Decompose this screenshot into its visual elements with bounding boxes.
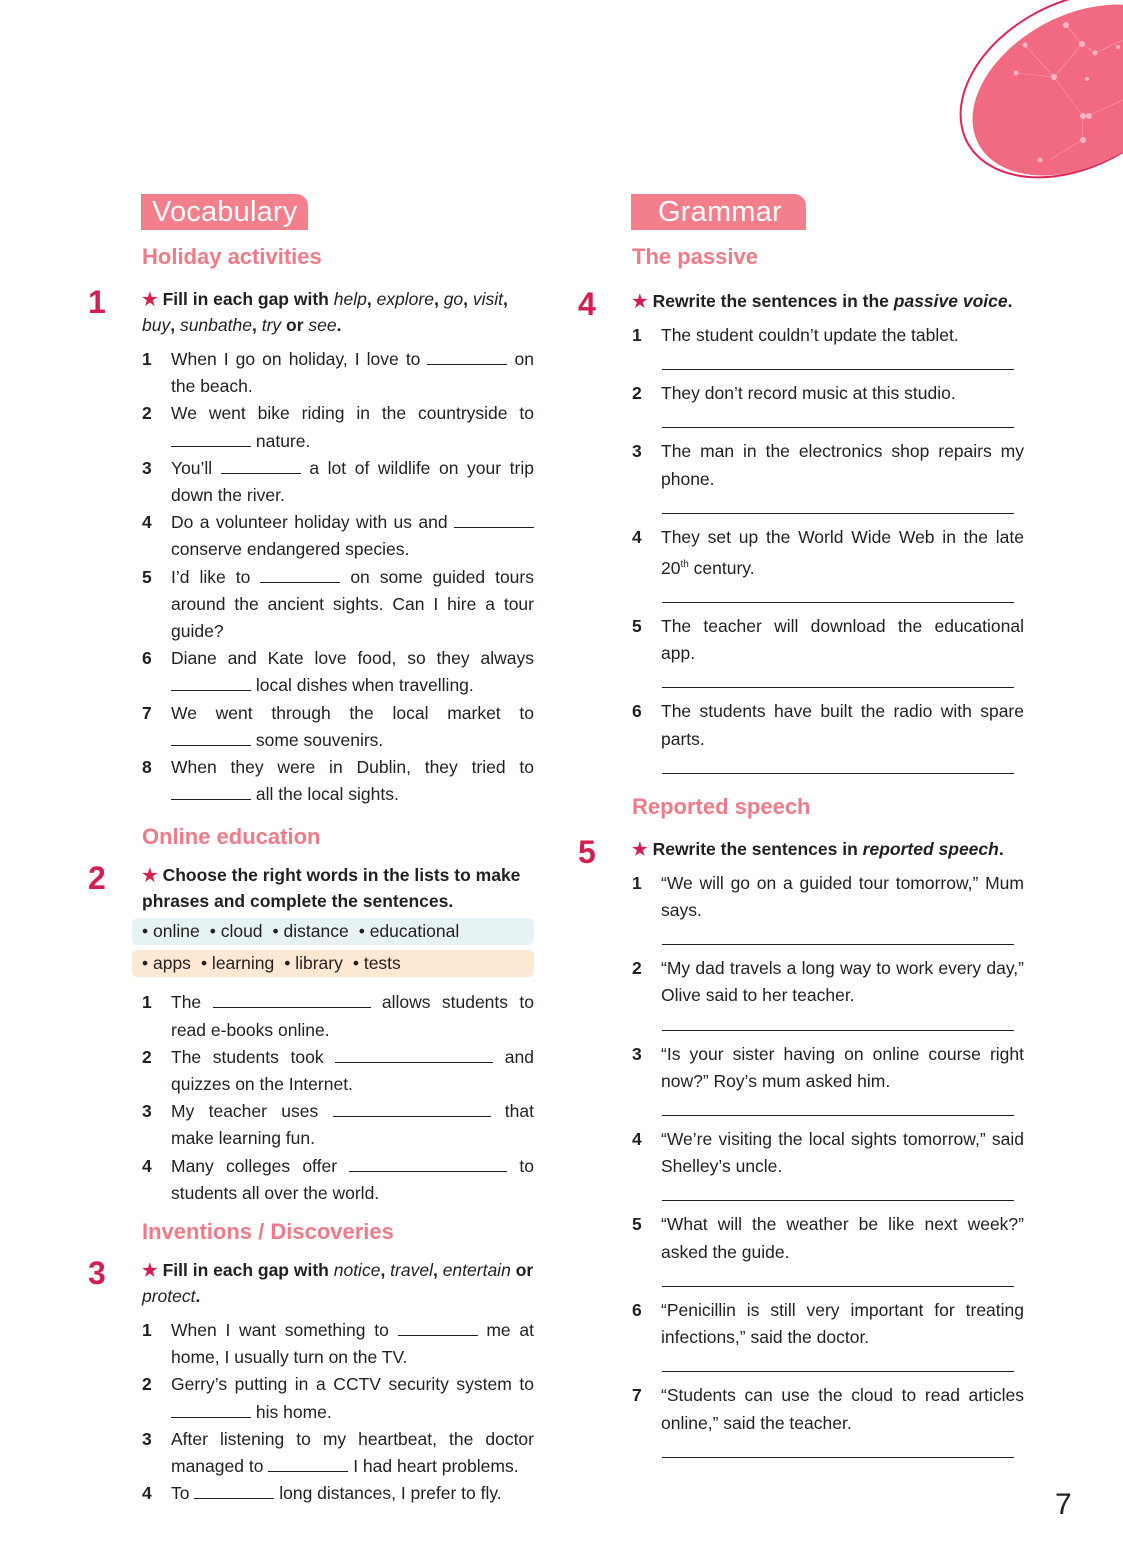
list-item: 4 They set up the World Wide Web in the late 20th century. [632,526,1024,578]
exercise-2 [82,862,534,1207]
star-icon: ★ [142,289,158,309]
exercise-instruction: ★ Fill in each gap with help, explore, go, visit, buy, sunbathe, try or see. [142,289,508,335]
gap-blank[interactable] [171,1403,251,1418]
gap-blank[interactable] [171,676,251,691]
reported-speech-heading: Reported speech [632,793,811,819]
list-item: 3 You’ll a lot of wildlife on your trip down the river. [142,457,534,506]
exercise-3 [82,1257,534,1507]
list-item: 3 The man in the electronics shop repairs my phone. [632,441,1024,489]
gap-blank[interactable] [454,513,534,528]
exercise-number: 3 [88,1255,106,1292]
gap-blank[interactable] [194,1484,274,1499]
list-item: 3 “Is your sister having on online course right now?” Roy’s mum asked him. [632,1043,1024,1091]
vocabulary-column [82,194,534,1508]
answer-line[interactable] [662,924,1014,945]
list-item: 1 When I go on holiday, I love to on the beach. [142,349,534,397]
exercise-4 [572,288,1024,774]
gap-blank[interactable] [213,993,371,1008]
exercise-1 [82,286,534,808]
gap-blank[interactable] [268,1457,348,1472]
list-item: 1 The student couldn’t update the tablet. [632,325,959,345]
answer-line[interactable] [662,1095,1014,1116]
gap-blank[interactable] [349,1157,507,1172]
list-item: 2 The students took and quizzes on the Internet. [142,1046,534,1095]
answer-line[interactable] [662,407,1014,428]
star-icon: ★ [632,838,648,859]
list-item: 6 The students have built the radio with spare parts. [632,701,1024,749]
vocabulary-tab-heading: Vocabulary [141,194,308,230]
exercise-instruction: ★ Fill in each gap with notice, travel, entertain or protect. [142,1260,534,1307]
list-item: 2 They don’t record music at this studio. [632,383,956,404]
gap-blank[interactable] [333,1102,491,1117]
list-item: 1 “We will go on a guided tour tomorrow,” Mum says. [632,872,1024,921]
gap-blank[interactable] [221,459,301,474]
answer-line[interactable] [662,1180,1014,1201]
exercise-number: 4 [578,286,596,322]
list-item: 5 “What will the weather be like next week?” asked the guide. [632,1214,1024,1262]
answer-line[interactable] [662,1351,1014,1372]
gap-blank[interactable] [398,1321,478,1336]
list-item: 5 The teacher will download the educational app. [632,616,1024,664]
exercise-items [632,322,1024,774]
star-icon: ★ [142,865,158,886]
list-item: 4 Do a volunteer holiday with us and conserve endangered species. [142,509,534,563]
word-list-nouns: • apps • learning • library • tests [132,950,534,977]
exercise-instruction: ★ Choose the right words in the lists to make phrases and complete the sentences. [142,865,521,912]
exercise-5 [572,833,1024,1458]
page-number: 7 [1055,1488,1072,1521]
gap-blank[interactable] [171,432,251,447]
decorative-ellipse-graphic [0,0,1123,200]
exercise-items [142,1317,534,1507]
answer-line[interactable] [662,1266,1014,1287]
exercise-instruction: ★ Rewrite the sentences in the passive voice. [632,291,1013,311]
grammar-column [572,194,1024,1468]
answer-line[interactable] [662,753,1014,774]
gap-blank[interactable] [171,785,251,800]
answer-line[interactable] [662,667,1014,688]
list-item: 4 Many colleges offer to students all over the world. [142,1155,534,1203]
exercise-items [142,346,534,808]
list-item: 4 To long distances, I prefer to fly. [142,1483,502,1504]
list-item: 3 My teacher uses that make learning fun. [142,1101,534,1149]
answer-line[interactable] [662,1010,1014,1031]
word-list-adjectives: • online • cloud • distance • educational [132,918,534,945]
exercise-number: 1 [88,284,106,320]
exercise-items [142,989,534,1207]
list-item: 2 We went bike riding in the countryside to nature. [142,403,534,451]
star-icon: ★ [142,1260,158,1281]
passive-heading: The passive [632,244,758,269]
star-icon: ★ [632,291,648,311]
answer-line[interactable] [662,493,1014,514]
exercise-instruction: ★ Rewrite the sentences in reported speech. [632,838,1004,859]
online-education-heading: Online education [142,824,321,850]
list-item: 7 We went through the local market to some souvenirs. [142,702,534,750]
list-item: 8 When they were in Dublin, they tried to all the local sights. [142,757,534,805]
answer-line[interactable] [662,349,1014,370]
gap-blank[interactable] [260,568,340,583]
list-item: 1 When I want something to me at home, I usually turn on the TV. [142,1320,534,1368]
grammar-tab-heading: Grammar [631,194,806,230]
gap-blank[interactable] [427,350,507,365]
list-item: 2 Gerry’s putting in a CCTV security system to his home. [142,1374,534,1422]
list-item: 3 After listening to my heartbeat, the doctor managed to I had heart problems. [142,1428,534,1477]
exercise-number: 5 [578,833,596,870]
holiday-activities-heading: Holiday activities [142,244,322,269]
gap-blank[interactable] [171,731,251,746]
list-item: 1 The allows students to read e-books online. [142,992,534,1040]
answer-line[interactable] [662,582,1014,603]
list-item: 4 “We’re visiting the local sights tomorrow,” said Shelley’s uncle. [632,1129,1024,1177]
list-item: 5 I’d like to on some guided tours around the ancient sights. Can I hire a tour guide? [142,566,534,642]
list-item: 6 “Penicillin is still very important for treating infections,” said the doctor. [632,1299,1024,1348]
exercise-items [632,870,1024,1458]
gap-blank[interactable] [335,1048,493,1063]
inventions-heading: Inventions / Discoveries [142,1219,394,1245]
exercise-number: 2 [88,860,106,897]
list-item: 2 “My dad travels a long way to work every day,” Olive said to her teacher. [632,958,1024,1006]
answer-line[interactable] [662,1437,1014,1458]
list-item: 7 “Students can use the cloud to read articles online,” said the teacher. [632,1385,1024,1433]
list-item: 6 Diane and Kate love food, so they always local dishes when travelling. [142,648,534,696]
